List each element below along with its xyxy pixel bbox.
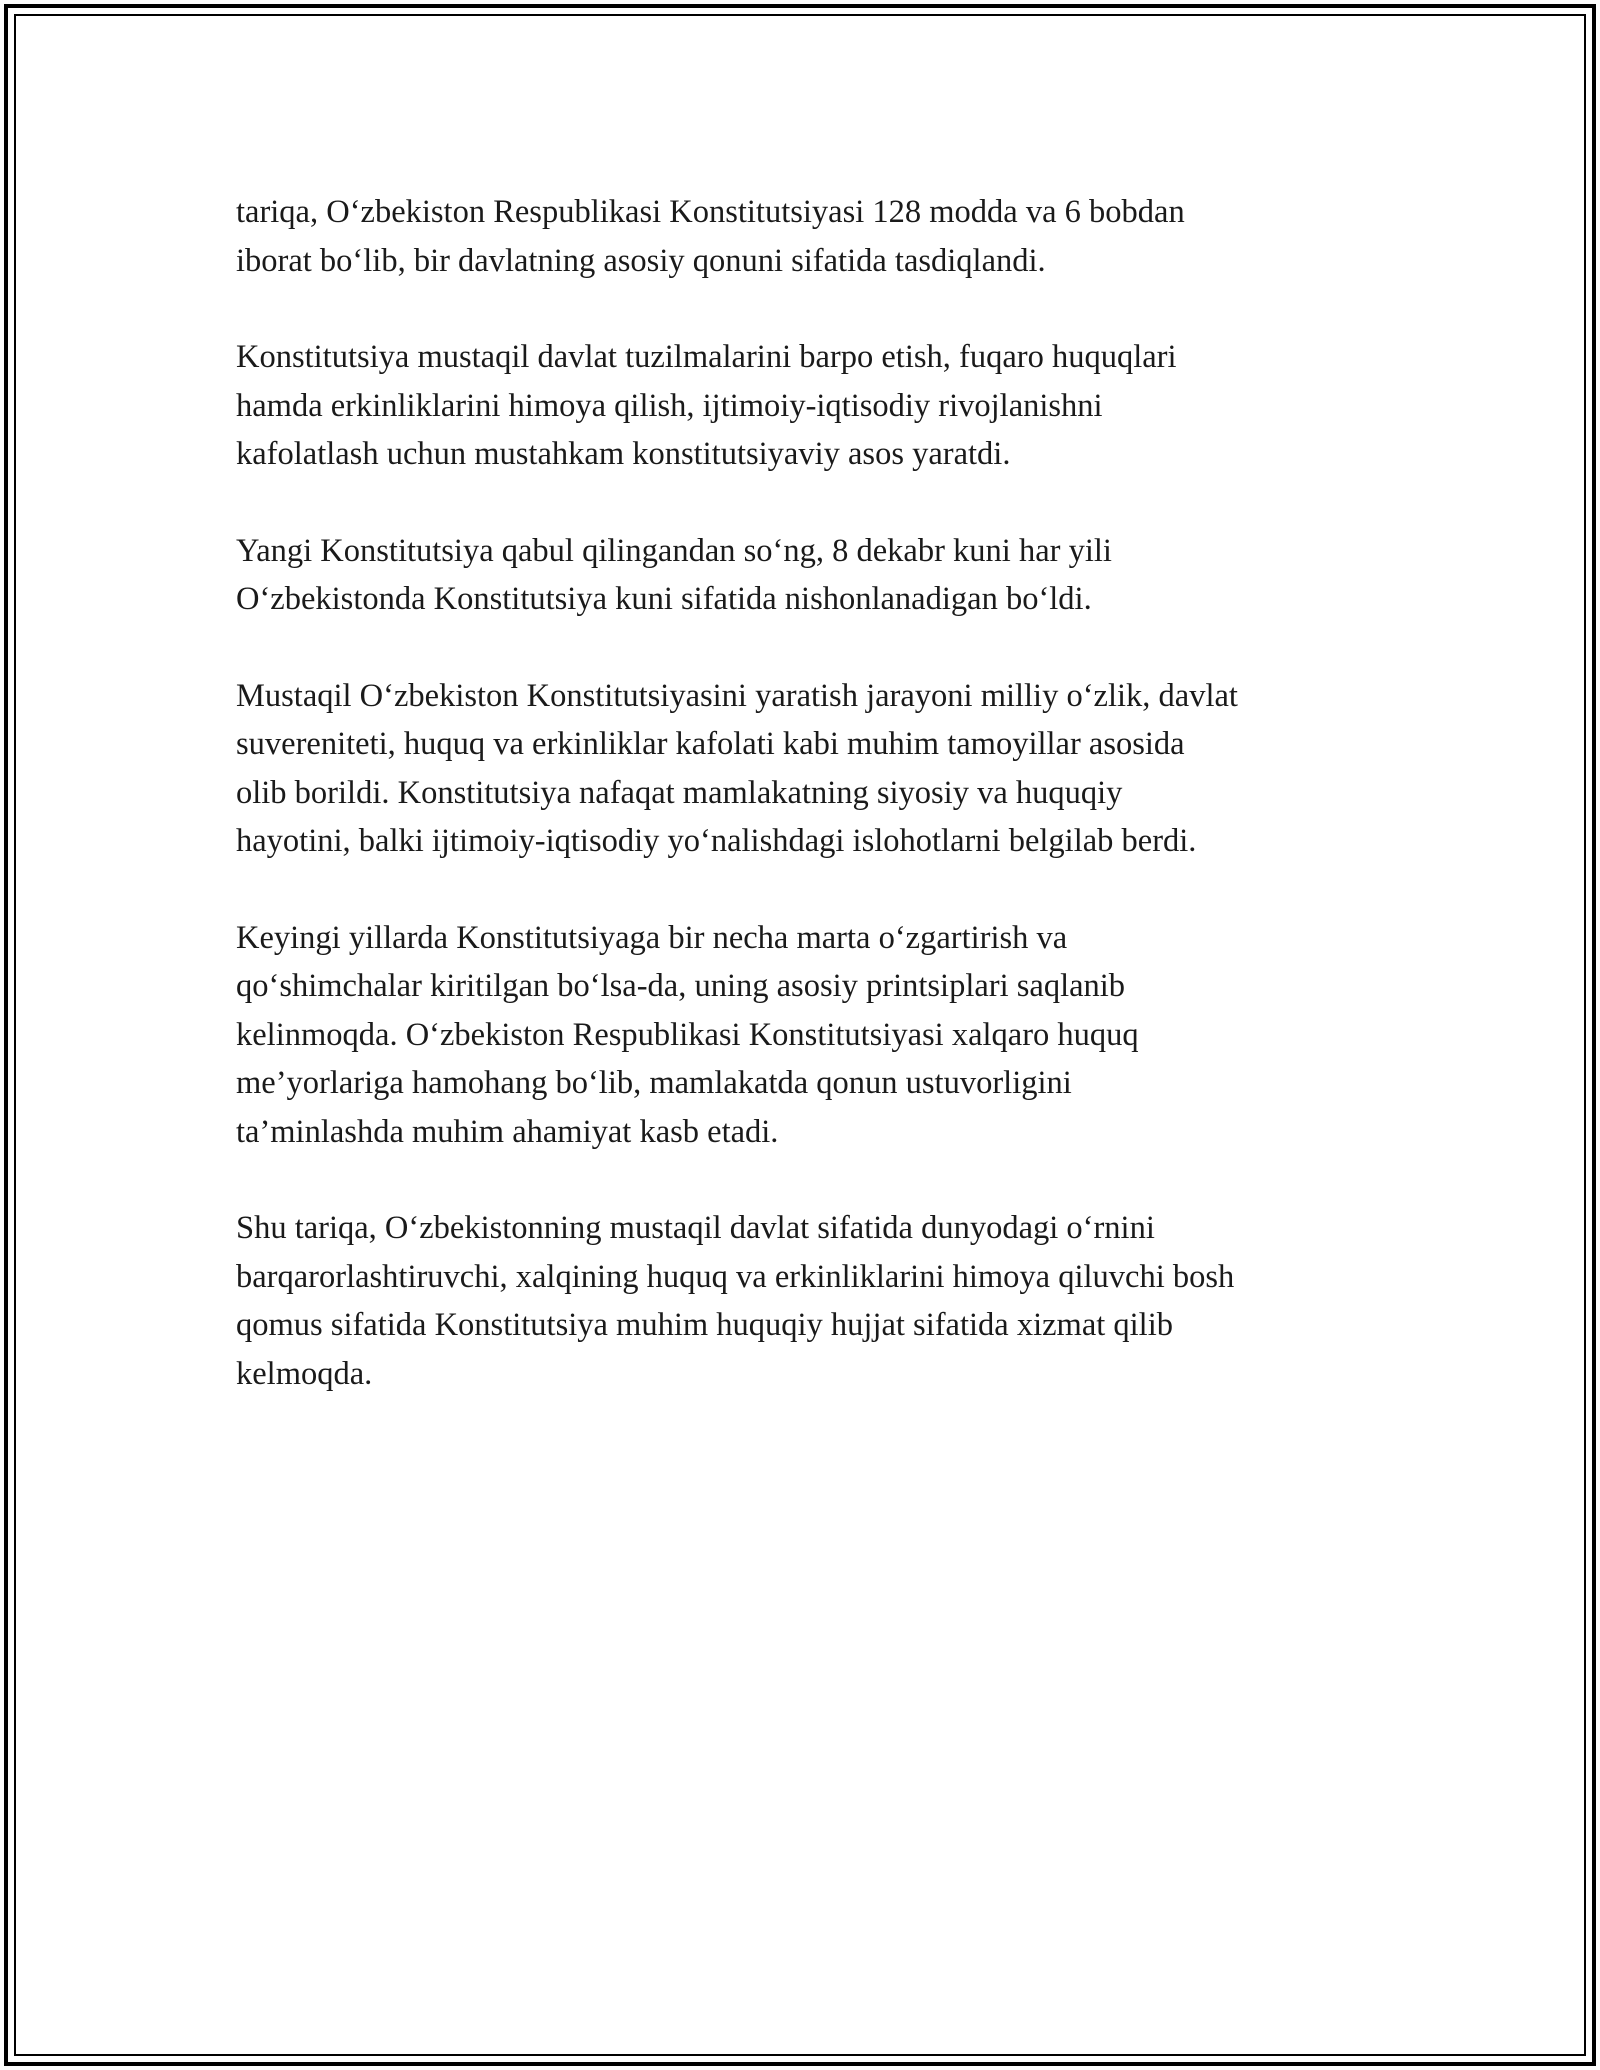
text-line: Keyingi yillarda Konstitutsiyaga bir necha marta o‘zgartirish va (236, 919, 1068, 956)
paragraph-4 (236, 672, 1376, 866)
paragraph-3 (236, 527, 1376, 624)
text-line: kelmoqda. (236, 1355, 373, 1392)
paragraph-1 (236, 188, 1376, 285)
paragraph-2 (236, 333, 1376, 479)
text-line: Shu tariqa, O‘zbekistonning mustaqil davlat sifatida dunyodagi o‘rnini (236, 1210, 1155, 1246)
text-line: tariqa, O‘zbekiston Respublikasi Konstitutsiyasi 128 modda va 6 bobdan (236, 194, 1185, 230)
text-line: suvereniteti, huquq va erkinliklar kafolati kabi muhim tamoyillar asosida (236, 726, 1185, 762)
text-line: barqarorlashtiruvchi, xalqining huquq va erkinliklarini himoya qiluvchi bosh (236, 1258, 1235, 1295)
text-line: me’yorlariga hamohang bo‘lib, mamlakatda qonun ustuvorligini (236, 1065, 1072, 1101)
text-line: iborat bo‘lib, bir davlatning asosiy qonuni sifatida tasdiqlandi. (236, 242, 1046, 279)
text-line: O‘zbekistonda Konstitutsiya kuni sifatida nishonlanadigan bo‘ldi. (236, 581, 1092, 617)
text-line: qo‘shimchalar kiritilgan bo‘lsa-da, uning asosiy printsiplari saqlanib (236, 968, 1126, 1004)
text-line: Konstitutsiya mustaqil davlat tuzilmalarini barpo etish, fuqaro huquqlari (236, 339, 1177, 375)
text-line: kafolatlash uchun mustahkam konstitutsiyaviy asos yaratdi. (236, 436, 1011, 472)
document-body (236, 188, 1376, 1446)
text-line: Yangi Konstitutsiya qabul qilingandan so‘ng, 8 dekabr kuni har yili (236, 532, 1112, 569)
paragraph-5 (236, 914, 1376, 1157)
text-line: olib borildi. Konstitutsiya nafaqat mamlakatning siyosiy va huquqiy (236, 774, 1123, 811)
text-line: hayotini, balki ijtimoiy-iqtisodiy yo‘nalishdagi islohotlarni belgilab berdi. (236, 823, 1197, 859)
text-line: hamda erkinliklarini himoya qilish, ijtimoiy-iqtisodiy rivojlanishni (236, 387, 1103, 424)
text-line: qomus sifatida Konstitutsiya muhim huquqiy hujjat sifatida xizmat qilib (236, 1307, 1173, 1343)
text-line: Mustaqil O‘zbekiston Konstitutsiyasini yaratish jarayoni milliy o‘zlik, davlat (236, 677, 1238, 714)
text-line: kelinmoqda. O‘zbekiston Respublikasi Konstitutsiyasi xalqaro huquq (236, 1016, 1139, 1053)
paragraph-6 (236, 1204, 1376, 1398)
text-line: ta’minlashda muhim ahamiyat kasb etadi. (236, 1113, 779, 1150)
